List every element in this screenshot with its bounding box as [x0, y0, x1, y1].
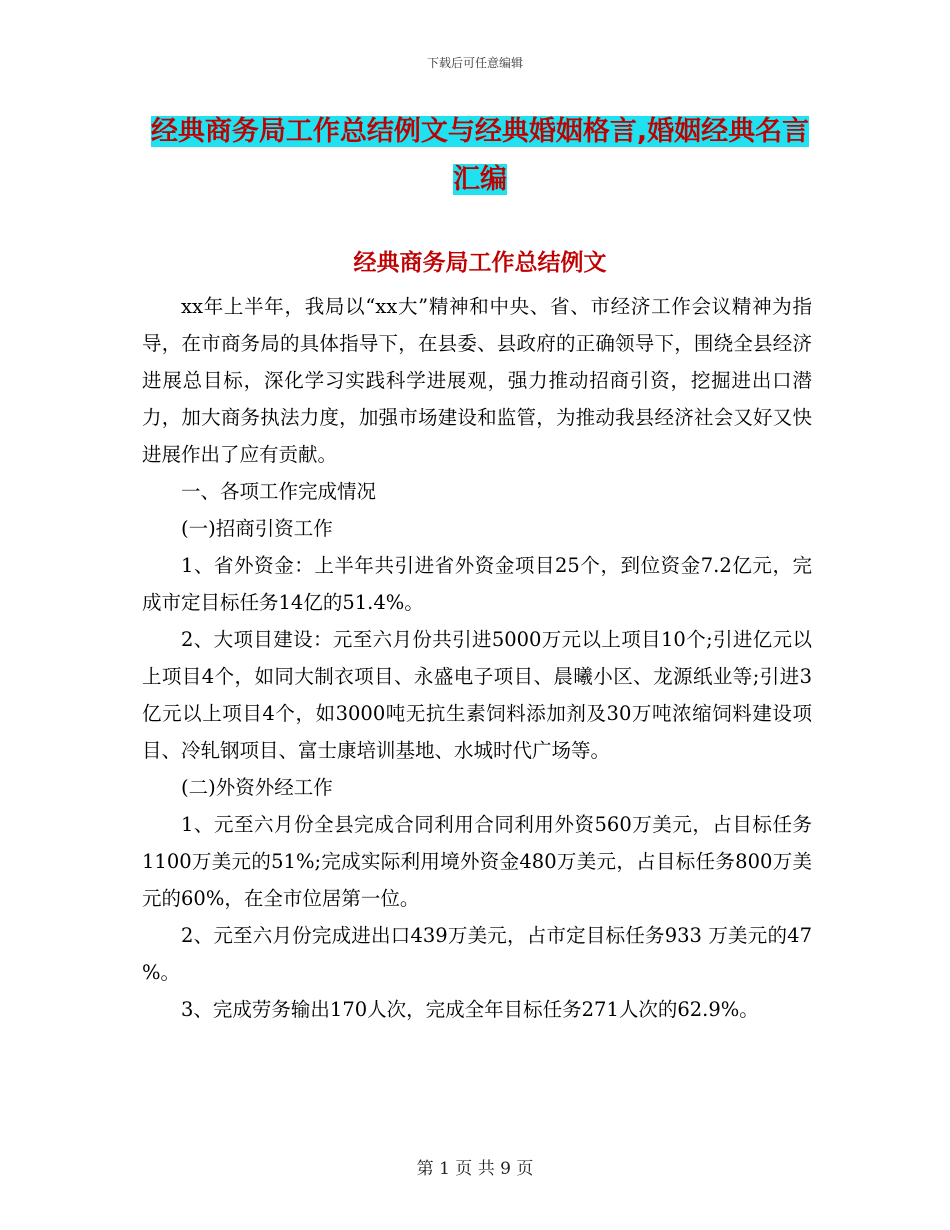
document-title — [140, 108, 820, 204]
section-subtitle: 经典商务局工作总结例文 — [353, 250, 607, 276]
paragraph: xx年上半年，我局以“xx大”精神和中央、省、市经济工作会议精神为指导，在市商务局的具体指导下，在县委、县政府的正确领导下，围绕全县经济进展总目标，深化学习实践科学进展观，强力推动招商引资，挖掘进出口潜力，加大商务执法力度，加强市场建设和监管，为推动我县经济社会又好又快进展作出了应有贡献。 — [142, 295, 812, 466]
page-footer-number: 第 1 页 共 9 页 — [416, 1159, 534, 1179]
page-header-note: 下载后可任意编辑 — [426, 56, 523, 70]
paragraph: 2、大项目建设：元至六月份共引进5000万元以上项目10个;引进亿元以上项目4个，如同大制衣项目、永盛电子项目、晨曦小区、龙源纸业等;引进3亿元以上项目4个，如3000吨无抗生素饲料添加剂及30万吨浓缩饲料建设项目、冷轧钢项目、富士康培训基地、水城时代广场等。 — [142, 628, 812, 762]
section-heading: 一、各项工作完成情况 — [181, 480, 377, 503]
subsection-heading: (二)外资外经工作 — [181, 776, 333, 799]
subsection-heading: (一)招商引资工作 — [181, 517, 333, 540]
paragraph: 2、元至六月份完成进出口439万美元，占市定目标任务933 万美元的47 %。 — [142, 924, 812, 984]
paragraph: 1、元至六月份全县完成合同利用合同利用外资560万美元，占目标任务1100万美元的51%;完成实际利用境外资金480万美元，占目标任务800万美元的60%，在全市位居第一位。 — [142, 813, 812, 910]
document-title-text: 经典商务局工作总结例文与经典婚姻格言,婚姻经典名言汇编 — [150, 116, 810, 195]
paragraph: 1、省外资金：上半年共引进省外资金项目25个，到位资金7.2亿元，完成市定目标任务14亿的51.4%。 — [142, 554, 812, 614]
document-body — [142, 288, 812, 1028]
paragraph: 3、完成劳务输出170人次，完成全年目标任务271人次的62.9%。 — [181, 998, 759, 1021]
